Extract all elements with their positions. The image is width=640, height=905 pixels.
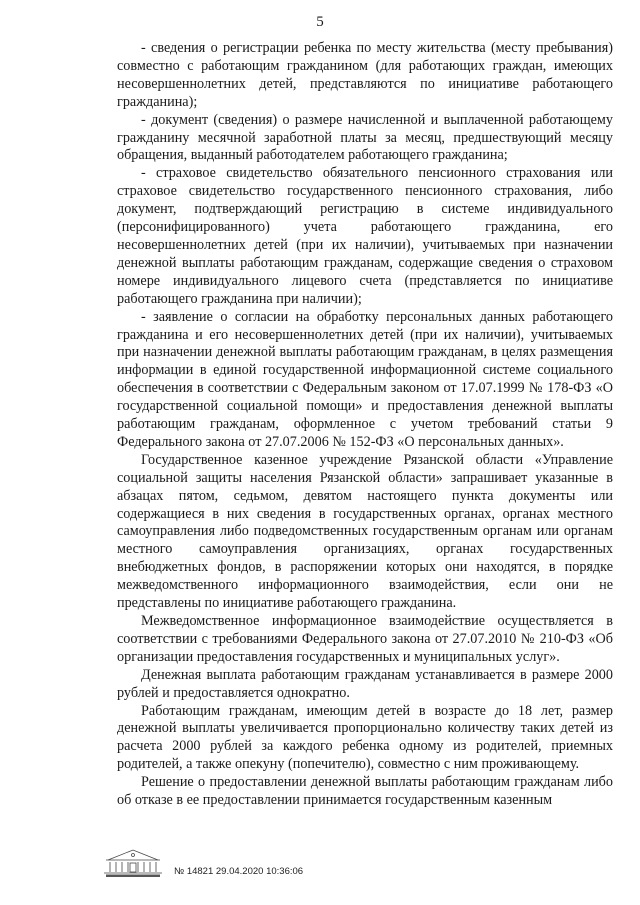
registration-stamp: № 14821 29.04.2020 10:36:06 xyxy=(174,866,304,877)
paragraph: - страховое свидетельство обязательного пенсионного страхования или страховое свидетельство государственного пенсионного страхования, либо документ, подтверждающий регистрацию в системе индивидуального (персонифицированного) учета работающего гражданина, его несовершеннолетних детей (при их наличии), учитываемых при назначении денежной выплаты работающим гражданам, содержащие сведения о страховом номере индивидуального лицевого счета (представляется по инициативе работающего гражданина при наличии); xyxy=(117,165,613,307)
document-footer xyxy=(100,846,500,886)
government-building-logo xyxy=(100,846,166,878)
paragraph: Работающим гражданам, имеющим детей в возрасте до 18 лет, размер денежной выплаты увеличивается пропорционально количеству таких детей из расчета 2000 рублей за каждого ребенка одному из родителей, приемных родителей, а также опекуну (попечителю), совместно с ним проживающему. xyxy=(117,702,613,773)
paragraph: - заявление о согласии на обработку персональных данных работающего гражданина и его несовершеннолетних детей (при их наличии), учитываемых при назначении денежной выплаты работающим гражданам, в целях размещения информации в единой государственной информационной системе социального обеспечения в соответствии с Федеральным законом от 17.07.1999 № 178-ФЗ «О государственной социальной помощи» и предоставления денежной выплаты работающим гражданам, оформленное с учетом требований статьи 9 Федерального закона от 27.07.2006 № 152-ФЗ «О персональных данных». xyxy=(117,308,613,450)
paragraph: - документ (сведения) о размере начисленной и выплаченной работающему гражданину месячной заработной платы за месяц, предшествующий месяцу обращения, выданный работодателем работающего гражданина; xyxy=(117,111,613,164)
page-number: 5 xyxy=(316,14,324,30)
paragraph: Межведомственное информационное взаимодействие осуществляется в соответствии с требованиями Федерального закона от 27.07.2010 № 210-ФЗ «Об организации предоставления государственных и муниципальных услуг». xyxy=(117,613,613,665)
paragraph: Решение о предоставлении денежной выплаты работающим гражданам либо об отказе в ее предоставлении принимается государственным казенным xyxy=(117,774,613,809)
paragraph: Денежная выплата работающим гражданам устанавливается в размере 2000 рублей и предоставляется однократно. xyxy=(117,666,613,701)
document-body xyxy=(117,40,613,810)
paragraph: Государственное казенное учреждение Рязанской области «Управление социальной защиты населения Рязанской области» запрашивает указанные в абзацах пятом, седьмом, девятом настоящего пункта документы или содержащиеся в них сведения в государственных органах, органах местного самоуправления либо подведомственных государственным органам или органам местного самоуправления организациях, органах государственных внебюджетных фондов, в распоряжении которых они находятся, в порядке межведомственного информационного взаимодействия, если они не представлены по инициативе работающего гражданина. xyxy=(117,451,613,612)
paragraph: - сведения о регистрации ребенка по месту жительства (месту пребывания) совместно с работающим гражданином (для работающих граждан, имеющих несовершеннолетних детей, представляются по инициативе работающего гражданина); xyxy=(117,40,613,110)
